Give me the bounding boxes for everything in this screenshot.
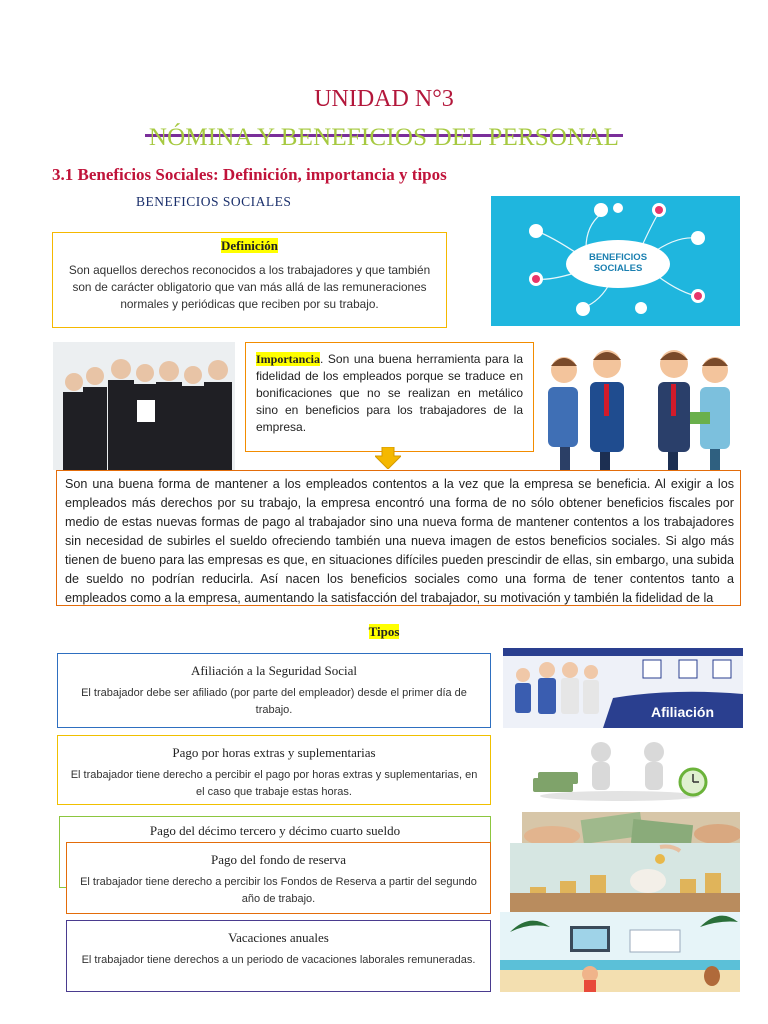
affiliation-image [503,648,743,728]
benefits-bubble-line2: SOCIALES [593,263,643,274]
importance-label: Importancia [256,352,320,366]
section-heading: 3.1 Beneficios Sociales: Definición, importancia y tipos [52,165,447,184]
benefits-bubble-line1: BENEFICIOS [588,252,648,263]
definition-label: Definición [220,238,279,253]
businessmen-handshake-image [540,342,740,470]
applauding-team-photo [53,342,235,470]
type-description: El trabajador tiene derecho a percibir el pago por horas extras y suplementarias, en el caso que trabaje estas horas. [70,769,478,798]
definition-box [52,232,447,328]
type-title: Pago por horas extras y suplementarias [172,745,376,760]
overtime-payment-image [528,738,713,802]
type-title: Pago del décimo tercero y décimo cuarto sueldo [149,823,401,838]
benefits-heading: BENEFICIOS SOCIALES [136,194,292,209]
importance-text: . Son una buena herramienta para la fidelidad de los empleados porque se traduce en bonificaciones que no se realizan en metálico sino en beneficios para los trabajadores de la empresa. [256,352,523,434]
type-card-social-security [57,653,491,728]
down-arrow-icon [375,447,401,469]
type-card-vacations [66,920,491,992]
type-title: Afiliación a la Seguridad Social [190,663,358,678]
importance-box [245,342,534,452]
type-title: Vacaciones anuales [228,930,329,945]
businessmen-illustration [540,342,740,470]
benefits-paragraph-box: Son una buena forma de mantener a los empleados contentos a la vez que la empresa se beneficia. Al exigir a los empleados más derechos por su trabajo, la empresa encontró una forma de no sólo obtener beneficios fiscales por medio de estas nuevas formas de pago al trabajador sino una nueva forma de mantener contentos a los trabajadores sin necesidad de subirles el sueldo ofreciendo también una nueva imagen de estos beneficios sociales. Si algo más tienen de bueno para las empresas es que, en situaciones difíciles pueden prescindir de ellas, sin embargo, una subida de sueldo no podrían reducirla. Así nacen los beneficios sociales como una forma de tener contentos tanto a empleados como a la empresa, aumentando la satisfacción del trabajador, su motivación y también la fidelidad de la [56,470,741,606]
overtime-illustration [528,738,713,802]
savings-illustration [510,843,740,913]
type-card-overtime [57,735,491,805]
type-title: Pago del fondo de reserva [210,852,346,867]
vacation-illustration [500,912,740,992]
team-illustration [53,342,235,470]
savings-fund-image [510,843,740,913]
type-description: El trabajador debe ser afiliado (por parte del empleador) desde el primer día de trabajo. [81,687,467,716]
vacation-image [500,912,740,992]
benefits-network-image [491,196,740,326]
unit-title: UNIDAD N°3 [314,86,454,112]
types-heading [0,624,768,640]
definition-text: Son aquellos derechos reconocidos a los trabajadores y que también son de carácter obligatorio que van más allá de las remuneraciones normales y periódicas que reciben por su trabajo. [68,263,431,311]
page-subtitle: NÓMINA Y BENEFICIOS DEL PERSONAL [148,124,620,151]
types-label: Tipos [368,624,400,639]
type-description: El trabajador tiene derecho a percibir los Fondos de Reserva a partir del segundo año de trabajo. [80,876,477,905]
affiliation-label: Afiliación [651,704,715,720]
type-card-reserve-fund [66,842,491,914]
type-description: El trabajador tiene derechos a un periodo de vacaciones laborales remuneradas. [81,954,476,966]
